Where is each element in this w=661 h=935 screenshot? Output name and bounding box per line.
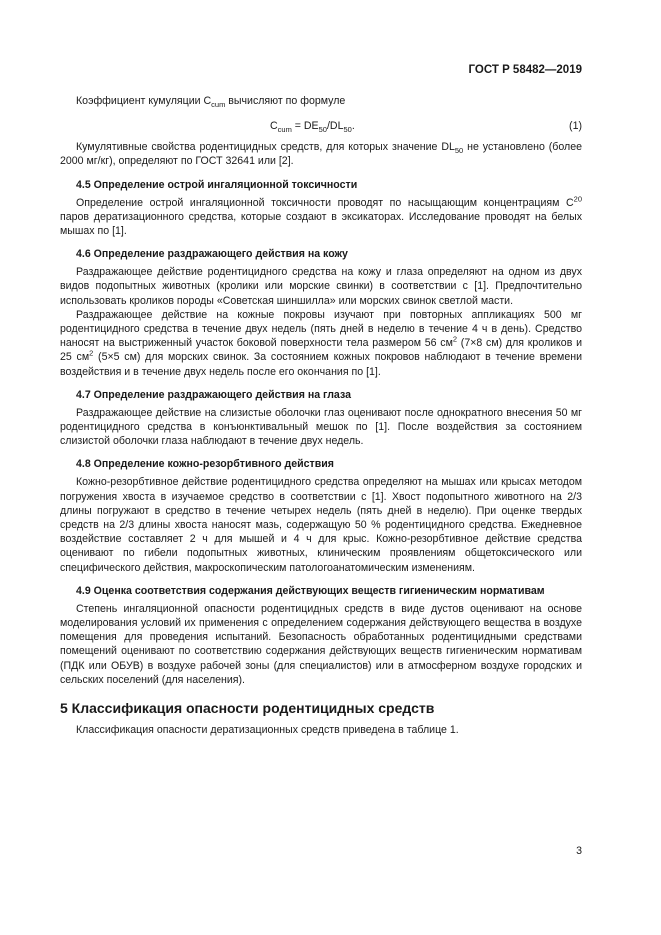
cumulation-paragraph: Коэффициент кумуляции $C_{cum}$ вычисляют по формуле bbox=[76, 95, 346, 110]
section-5-paragraph: Классификация опасности дератизационных средств приведена в таблице 1. bbox=[76, 724, 459, 737]
section-4-6-paragraph-2: Раздражающее действие на кожные покровы изучают при повторных аппликациях 500 мг родентицидного средства в течение двух недель (пять дней в неделю в течение 4 ч в день). Средство наносят на выстриженный участок боковой поверхности тела размером 56 $см^2$ (7×8 см) для кроликов и 25 $см^2$ (5×5 см) для морских свинок. За состоянием кожных покровов наблюдают в течение времени воздействия и в течение двух недель после его окончания по [1]. bbox=[60, 308, 582, 378]
page-body bbox=[60, 94, 582, 737]
cumulative-paragraph: Кумулятивные свойства родентицидных средств, для которых значение $DL_{50}$ не установлено (более 2000 мг/кг), определяют по ГОСТ 32641 или [2]. bbox=[60, 141, 582, 168]
section-heading-4-7: 4.7 Определение раздражающего действия на глаза bbox=[76, 388, 351, 401]
section-4-9-paragraph: Степень ингаляционной опасности родентицидных средств в виде дустов оценивают на основе моделирования условий их применения с определением содержания действующего вещества в воздухе помещения для проведения испытаний. Безопасность обработанных родентицидными средствами помещений оценивают по соответствию содержания действующих веществ гигиеническим нормативам (ПДК или ОБУВ) в воздухе рабочей зоны (для специалистов) или в атмосферном воздухе городских и сельских поселений (для населения). bbox=[60, 602, 582, 686]
formula-expression: $C_{cum} = DE_{50}/DL_{50}$. bbox=[270, 120, 355, 135]
section-4-5-paragraph: Определение острой ингаляционной токсичности проводят по насыщающим концентрациям $C^{20}$ паров дератизационного средства, которые создают в эксикаторах. Исследование проводят на белых мышах по [1]. bbox=[60, 194, 582, 238]
section-heading-4-6: 4.6 Определение раздражающего действия на кожу bbox=[76, 248, 348, 261]
page-number: 3 bbox=[576, 845, 582, 857]
standard-number: ГОСТ Р 58482—2019 bbox=[468, 64, 582, 76]
section-4-8-paragraph: Кожно-резорбтивное действие родентицидного средства определяют на мышах или крысах методом погружения хвоста в изучаемое средство в соответствии с [1]. Хвост подопытного животного на 2/3 длины погружают в средство в течение четырех недель (пять дней в неделю). При оценке твердых средств на 2/3 длины хвоста наносят мазь, содержащую 50 % родентицидного средства. Ежедневное воздействие составляет 2 ч для мышей и 4 ч для крыс. Кожно-резорбтивное действие средства оценивают по гибели подопытных животных, клиническим проявлениям общетоксического или специфического действия, макроскопическим патологоанатомическим изменениям. bbox=[60, 476, 582, 574]
section-heading-4-8: 4.8 Определение кожно-резорбтивного действия bbox=[76, 458, 334, 471]
formula-1 bbox=[60, 119, 582, 137]
section-heading-4-9: 4.9 Оценка соответствия содержания действующих веществ гигиеническим нормативам bbox=[76, 584, 545, 597]
formula-number: (1) bbox=[569, 120, 582, 133]
section-heading-5: 5 Классификация опасности родентицидных средств bbox=[60, 700, 435, 717]
section-heading-4-5: 4.5 Определение острой ингаляционной токсичности bbox=[76, 178, 358, 191]
section-4-7-paragraph: Раздражающее действие на слизистые оболочки глаз оценивают после однократного внесения 50 мг родентицидного средства в конъюнктивальный мешок по [1]. После воздействия за состоянием слизистой оболочки глаза наблюдают в течение двух недель. bbox=[60, 406, 582, 448]
section-4-6-paragraph-1: Раздражающее действие родентицидного средства на кожу и глаза определяют на одном из двух видов подопытных животных (кролики или морские свинки) в соответствии с [1]. Предпочтительно использовать кроликов породы «Советская шиншилла» или морских свинок светлой масти. bbox=[60, 266, 582, 307]
